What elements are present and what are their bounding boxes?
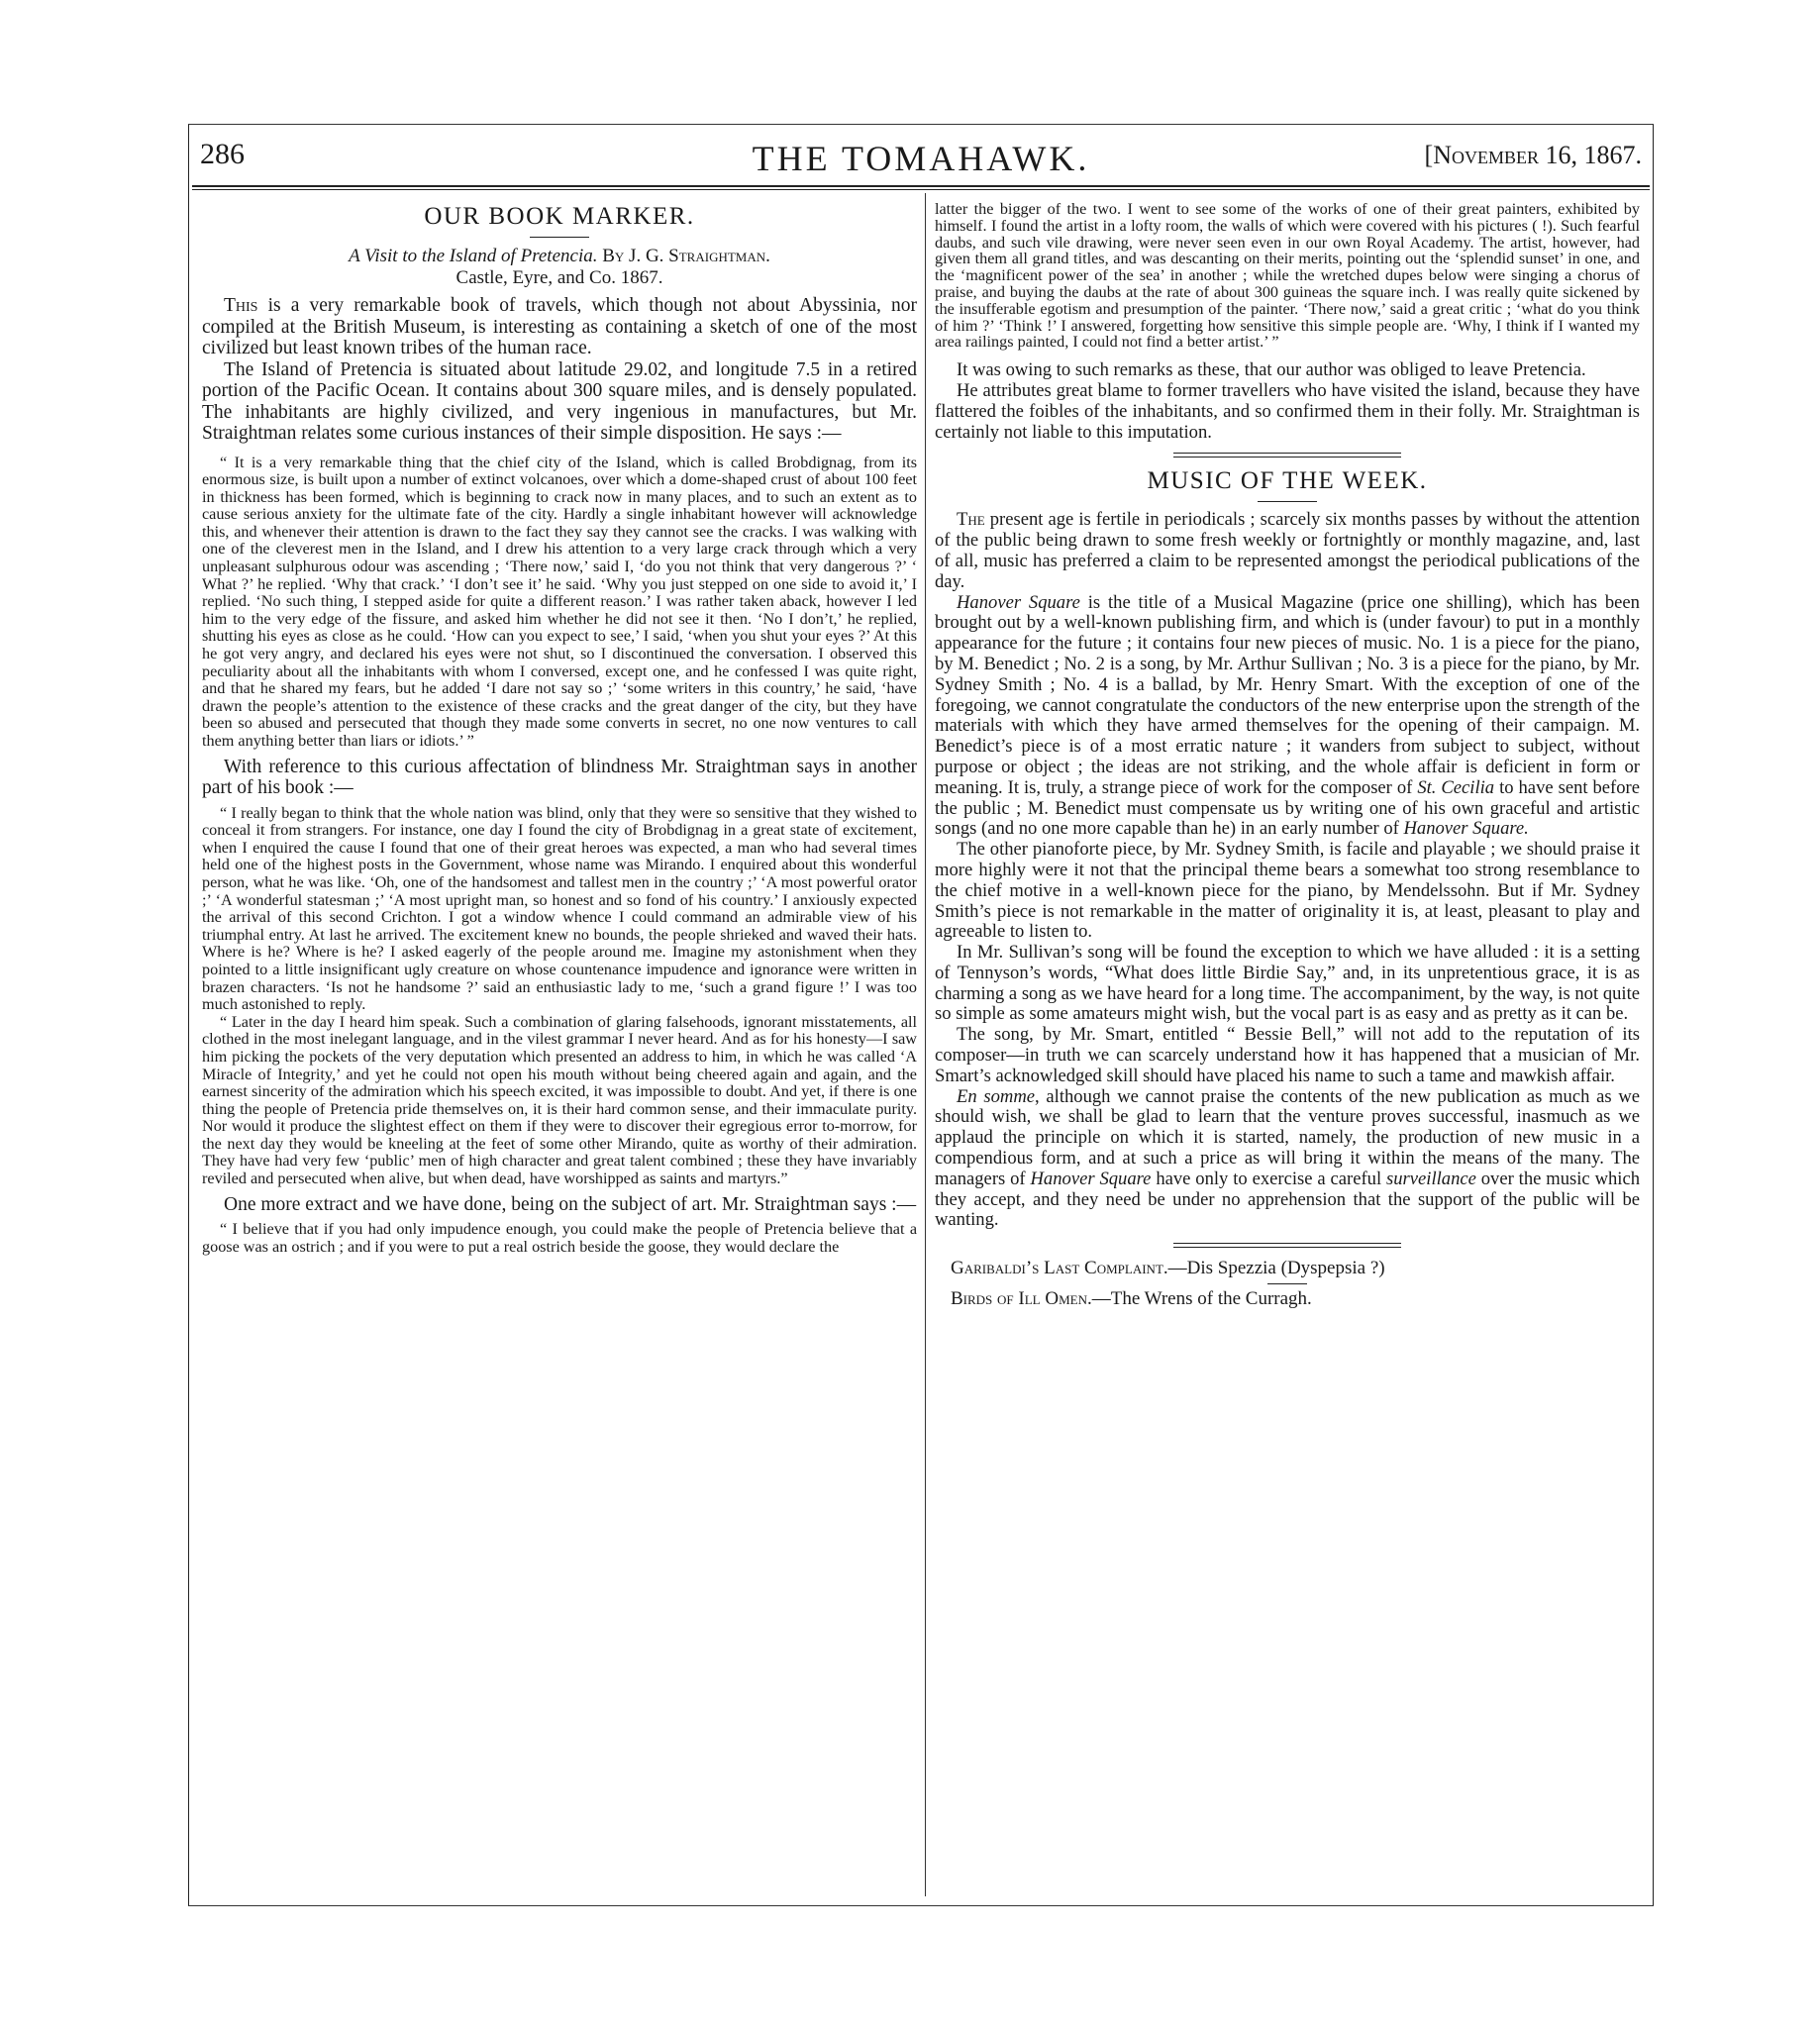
paragraph: With reference to this curious affectation of blindness Mr. Straightman says in another part of his book :—: [202, 756, 917, 799]
book-title: A Visit to the Island of Pretencia.: [349, 246, 598, 266]
paragraph-text: have only to exercise a careful: [1151, 1168, 1386, 1189]
paragraph: [202, 295, 917, 359]
block-quote: “ I believe that if you had only impudence enough, you could make the people of Pretencia believe that a goose was an ostrich ; and if you were to put a real ostrich beside the goose, they would declare the: [202, 1220, 917, 1256]
block-quote-continued: latter the bigger of the two. I went to see some of the works of one of their great painters, exhibited by himself. I found the artist in a lofty room, the walls of which were covered with his pictures ( !). Such fearful daubs, and such vile drawing, were never seen even in our own Royal Academy. The artist, however, had given them all grand titles, and was descanting on their merits, pointing out the ‘splendid sunset’ in one, and the ‘magnificent power of the sea’ in another ; while the wretched dupes below were singing a chorus of praise, and buying the daubs at the rate of about 300 guineas the square inch. I was really quite sickened by the insufferable egotism and presumption of the painter. ‘There now,’ said a great critic ; ‘what do you think of him ?’ ‘Think !’ I answered, forgetting how sensitive this simple people are. ‘Why, I think if I wanted my area railings painted, I could not find a better artist.’ ”: [935, 200, 1640, 352]
block-quote: “ Later in the day I heard him speak. Such a combination of glaring falsehoods, ignorant misstatements, all clothed in the most inelegant language, and in the vilest grammar I never heard. And as for his honesty—I saw him picking the pockets of the very deputation which presented an address to him, in which he was called ‘A Miracle of Integrity,’ and yet he could not open his mouth without being cheered again and again, and the earnest sincerity of the admiration which his speech excited, it was impossible to doubt. And yet, if there is one thing the people of Pretencia pride themselves on, it is their hard common sense, and their immaculate purity. Nor would it produce the slightest effect on them if they were to discover their egregious error to-morrow, for the next day they would be kneeling at the feet of some other Mirando, quite as worthy of their admiration. They have had very few ‘public’ men of high character and great talent combined ; these they have invariably reviled and persecuted when alive, but when dead, have worshipped as saints and martyrs.”: [202, 1012, 917, 1188]
paragraph-text: is a very remarkable book of travels, which though not about Abyssinia, nor compiled at the British Museum, is interesting as containing a sketch of one of the most civilized but least known tribes of the human race.: [202, 295, 917, 358]
block-quote: “ I really began to think that the whole nation was blind, only that they were so sensitive that they wished to conceal it from strangers. For instance, one day I found the city of Brobdignag in a great state of excitement, when I enquired the cause I found that one of their great heroes was expected, a man who had several times held one of the highest posts in the Government, whose name was Mirando. I enquired about this wonderful person, what he was like. ‘Oh, one of the handsomest and tallest men in the country ;’ ‘A most powerful orator ;’ ‘A wonderful statesman ;’ ‘A most upright man, so honest and so fond of his country.’ I anxiously expected the arrival of this second Crichton. I got a window whence I could command an admirable view of his triumphal entry. At last he arrived. The excitement knew no bounds, the people shrieked and waved their hats. Where is he? Where is he? I asked eagerly of the people around me. Imagine my astonishment when they pointed to a little insignificant ugly creature on whose countenance impudence and ignorance were written in brazen characters. ‘Is not he handsome ?’ said an enthusiastic lady to me, ‘such a grand figure !’ I was too much astonished to reply.: [202, 803, 917, 1014]
paragraph-text: over the music which they accept, and they need be under no apprehension that the support of the public will be wanting.: [935, 1168, 1641, 1231]
quip-text: —Dis Spezzia (Dyspepsia ?): [1167, 1258, 1385, 1279]
quip-rule: [1267, 1283, 1307, 1284]
paragraph-text: present age is fertile in periodicals ; scarcely six months passes by without the attention of the public being drawn to some fresh weekly or fortnightly or monthly magazine, and, last of all, music has preferred a claim to be represented amongst the periodical publications of the day.: [935, 509, 1640, 592]
magazine-title: Hanover Square: [1030, 1168, 1152, 1189]
magazine-title: Hanover Square.: [1403, 818, 1529, 840]
quip-heading: Garibaldi’s Last Complaint.: [951, 1258, 1168, 1279]
left-column: [202, 197, 917, 1896]
quip-text: —The Wrens of the Curragh.: [1091, 1288, 1312, 1310]
work-title: St. Cecilia: [1417, 776, 1495, 798]
book-citation: [202, 246, 917, 289]
paragraph: One more extract and we have done, being on the subject of art. Mr. Straightman says :—: [224, 1193, 917, 1215]
bottom-rule: [188, 1905, 1654, 1906]
paragraph: He attributes great blame to former travellers who have visited the island, because they have flattered the foibles of the inhabitants, and so confirmed them in their folly. Mr. Straightman is certainly not liable to this imputation.: [935, 379, 1640, 443]
magazine-title: Hanover Square: [957, 591, 1080, 613]
paragraph-text: , although we cannot praise the contents of the new publication as much as we should wish, we shall be glad to learn that the venture proves successful, inasmuch as we applaud the principle on which it is started, namely, the production of new music in a compendious form, and at such a price as will bring it within the means of the many. The managers of: [935, 1085, 1640, 1189]
music-heading: MUSIC OF THE WEEK.: [1147, 467, 1428, 495]
phrase: surveillance: [1386, 1168, 1476, 1189]
quip: [951, 1288, 1640, 1310]
lead-word: This: [224, 295, 258, 316]
paragraph: The Island of Pretencia is situated about latitude 29.02, and longitude 7.5 in a retired portion of the Pacific Ocean. It contains about 300 square miles, and is densely populated. The inhabitants are highly civilized, and very ingenious in manufactures, but Mr. Straightman relates some curious instances of their simple disposition. He says :—: [202, 358, 917, 444]
column-divider: [925, 193, 926, 1896]
paragraph: [935, 593, 1640, 841]
newspaper-page: [188, 124, 1654, 1906]
paragraph: [935, 510, 1640, 592]
masthead: [200, 138, 1642, 183]
section-rule: [530, 237, 589, 238]
right-column: [935, 197, 1640, 1896]
section-rule: [1258, 501, 1317, 502]
paragraph: The other pianoforte piece, by Mr. Sydney Smith, is facile and playable ; we should praise it more highly were it not that the principal theme bears a somewhat too strong resemblance to the chief motive in a well-known piece for the piano, by Mendelssohn. But if Mr. Sydney Smith’s piece is not remarkable in the matter of originality it is, at least, pleasant to play and agreeable to listen to.: [935, 839, 1640, 943]
section-separator: [1173, 453, 1401, 458]
right-border: [1653, 124, 1654, 1906]
paragraph: In Mr. Sullivan’s song will be found the exception to which we have alluded : it is a setting of Tennyson’s words, “What does little Birdie Say,” and, in its unpretentious grace, it is as charming a song as we have heard for a long time. The accompaniment, by the way, is not quite so simple as some amateurs might wish, but the vocal part is as easy and as pretty as it can be.: [935, 942, 1640, 1025]
page-number: 286: [200, 138, 245, 170]
quip-heading: Birds of Ill Omen.: [951, 1288, 1092, 1310]
paragraph: The song, by Mr. Smart, entitled “ Bessie Bell,” will not add to the reputation of its composer—in truth we can scarcely understand how it has happened that a musician of Mr. Smart’s acknowledged skill should have placed his name to such a tame and mawkish affair.: [935, 1024, 1640, 1086]
lead-word: The: [957, 509, 985, 531]
issue-date: [November 16, 1867.: [1424, 141, 1642, 169]
block-quote: “ It is a very remarkable thing that the chief city of the Island, which is called Brobdignag, from its enormous size, is built upon a number of extinct volcanoes, over which a dome-shaped crust of about 100 feet in thickness has been formed, which is beginning to crack now in many places, and to such an extent as to cause serious anxiety for the ultimate fate of the city. Hardly a single inhabitant however will acknowledge this, and whenever their attention is drawn to the fact they say they cannot see the cracks. I was walking with one of the cleverest men in the Island, and I drew his attention to a very large crack through which a very unpleasant sulphurous odour was ascending ; ‘There now,’ said I, ‘do you not think that very dangerous ?’ ‘ What ?’ he replied. ‘Why that crack.’ ‘I don’t see it’ he said. ‘Why you just stepped on one side to avoid it,’ I replied. ‘No such thing, I stepped aside for quite a different reason.’ I was rather taken aback, however I led him to the very edge of the fissure, and asked him whether he did not see it then. ‘No I don’t,’ he replied, shutting his eyes as close as he could. ‘How can you expect to see,’ I said, ‘when you shut your eyes ?’ At this he got very angry, and declared his eyes were not shut, so I discontinued the conversation. I observed this peculiarity about all the inhabitants with whom I conversed, except one, and he confessed I was quite right, and that he shared my fears, but he added ‘I dare not say so ;’ ‘some writers in this country,’ he said, ‘have drawn the people’s attention to the existence of these cracks and the great danger of the city, but they have been so abused and persecuted that though they made some converts in secret, no one now ventures to call them anything better than liars or idiots.’ ”: [202, 453, 917, 750]
quip: [951, 1258, 1640, 1279]
paragraph: It was owing to such remarks as these, that our author was obliged to leave Pretencia.: [957, 359, 1586, 381]
paragraph-text: is the title of a Musical Magazine (price one shilling), which has been brought out by a well-known publishing firm, and which is (under favour) to put in a monthly appearance for the future ; it contains four new pieces of music. No. 1 is a piece for the piano, by M. Benedict ; No. 2 is a song, by Mr. Arthur Sullivan ; No. 3 is a piece for the piano, by Mr. Sydney Smith ; No. 4 is a ballad, by Mr. Henry Smart. With the exception of one of the foregoing, we cannot congratulate the conductors of the new enterprise upon the strength of the materials with which they have armed themselves for the opening of their campaign. M. Benedict’s piece is of a most erratic nature ; it wanders from subject to subject, without purpose or object ; the ideas are not striking, and the whole affair is deficient in form or meaning. It is, truly, a strange piece of work for the composer of: [935, 591, 1640, 798]
book-publisher: Castle, Eyre, and Co. 1867.: [455, 267, 663, 288]
left-border: [188, 124, 189, 1906]
paragraph-text: to have sent before the public ; M. Benedict must compensate us by writing one of his own graceful and artistic songs (and no one more capable than he) in an early number of: [935, 776, 1640, 840]
phrase: En somme: [957, 1085, 1036, 1107]
paragraph: [935, 1087, 1640, 1232]
book-author: By J. G. Straightman.: [602, 246, 770, 266]
header-rule-thin: [192, 189, 1650, 190]
header-rule: [192, 185, 1650, 187]
top-rule: [188, 124, 1654, 125]
book-marker-heading: OUR BOOK MARKER.: [424, 203, 695, 230]
paper-title: THE TOMAHAWK.: [752, 139, 1090, 178]
section-separator: [1173, 1243, 1401, 1248]
